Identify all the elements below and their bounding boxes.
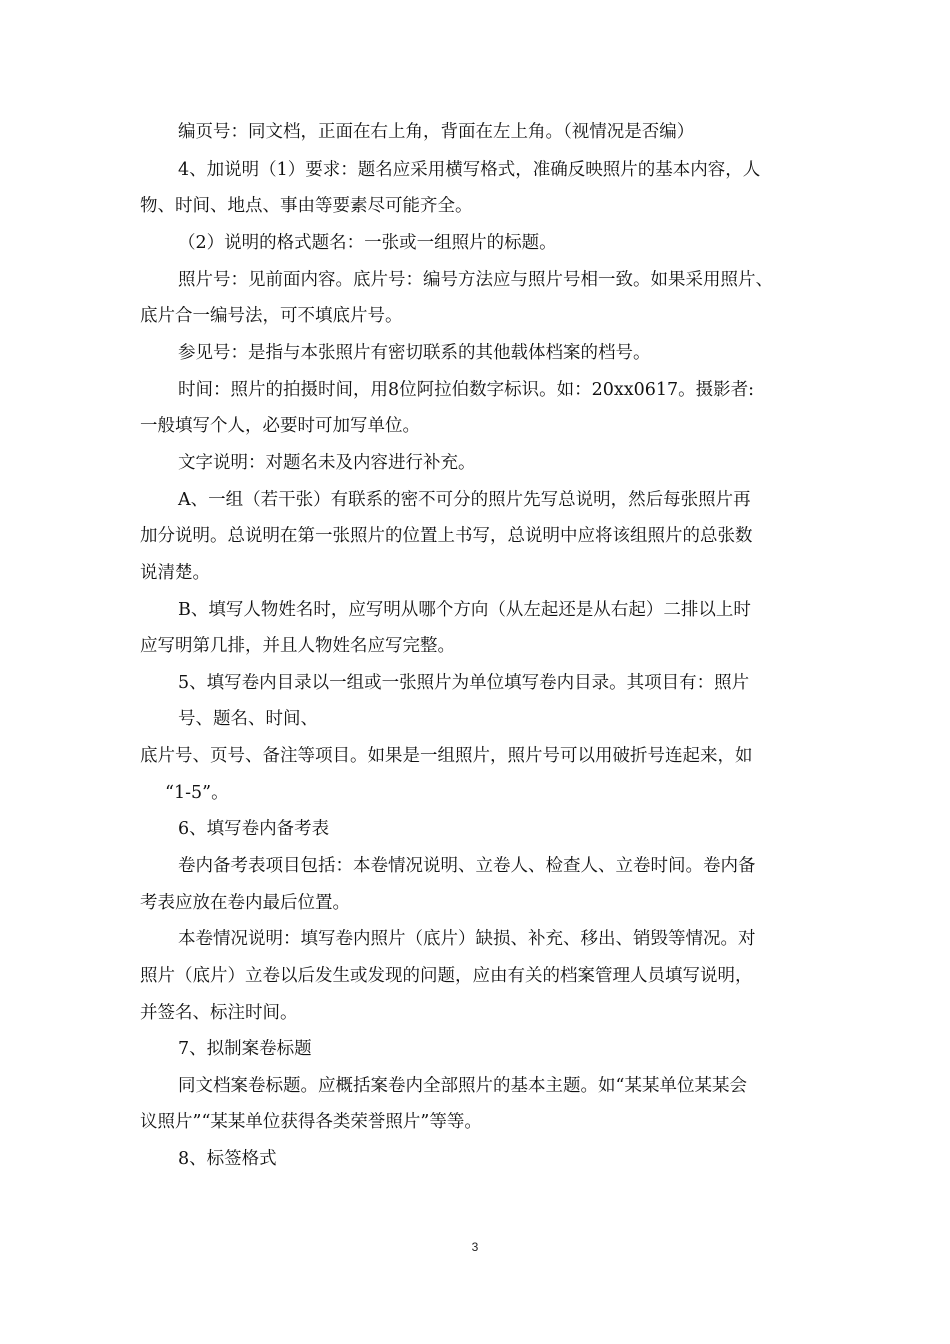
text-line: 同文档案卷标题。应概括案卷内全部照片的基本主题。如“某某单位某某会 (178, 1076, 747, 1096)
text-line: 考表应放在卷内最后位置。 (140, 893, 350, 913)
text-line: 号、题名、时间、 (178, 709, 318, 729)
page-number: 3 (471, 1240, 479, 1254)
text-line: 说清楚。 (140, 563, 210, 583)
text-line: 议照片”“某某单位获得各类荣誉照片”等等。 (140, 1112, 482, 1132)
text-line: 卷内备考表项目包括：本卷情况说明、立卷人、检查人、立卷时间。卷内备 (178, 856, 756, 876)
text-line: 并签名、标注时间。 (140, 1003, 298, 1023)
text-line: 照片（底片）立卷以后发生或发现的问题，应由有关的档案管理人员填写说明， (140, 966, 753, 986)
text-line: 照片号：见前面内容。底片号：编号方法应与照片号相一致。如果采用照片、 (178, 270, 773, 290)
text-line: 时间：照片的拍摄时间，用8位阿拉伯数字标识。如：20xx0617。摄影者: (178, 380, 755, 400)
text-line: 一般填写个人，必要时可加写单位。 (140, 416, 420, 436)
text-line: 8、标签格式 (178, 1149, 277, 1169)
text-line: 4、加说明（1）要求：题名应采用横写格式，准确反映照片的基本内容，人 (178, 160, 761, 180)
text-line: 加分说明。总说明在第一张照片的位置上书写，总说明中应将该组照片的总张数 (140, 526, 753, 546)
text-line: A、一组（若干张）有联系的密不可分的照片先写总说明，然后每张照片再 (178, 490, 751, 510)
text-line: 编页号：同文档，正面在右上角，背面在左上角。（视情况是否编） (178, 122, 695, 142)
text-line: 底片号、页号、备注等项目。如果是一组照片，照片号可以用破折号连起来，如 (140, 746, 753, 766)
text-line: 文字说明：对题名未及内容进行补充。 (178, 453, 476, 473)
text-line: 本卷情况说明：填写卷内照片（底片）缺损、补充、移出、销毁等情况。对 (178, 929, 756, 949)
text-line: 物、时间、地点、事由等要素尽可能齐全。 (140, 196, 473, 216)
text-line: 底片合一编号法，可不填底片号。 (140, 306, 403, 326)
text-line: 参见号：是指与本张照片有密切联系的其他载体档案的档号。 (178, 343, 651, 363)
text-line: 7、拟制案卷标题 (178, 1039, 312, 1059)
text-line: （2）说明的格式题名：一张或一组照片的标题。 (178, 233, 557, 253)
text-line: 5、填写卷内目录以一组或一张照片为单位填写卷内目录。其项目有：照片 (178, 673, 750, 693)
text-line: 6、填写卷内备考表 (178, 819, 330, 839)
text-line: 应写明第几排，并且人物姓名应写完整。 (140, 636, 455, 656)
text-line: B、填写人物姓名时，应写明从哪个方向（从左起还是从右起）二排以上时 (178, 600, 751, 620)
text-line: “1-5”。 (165, 783, 229, 803)
